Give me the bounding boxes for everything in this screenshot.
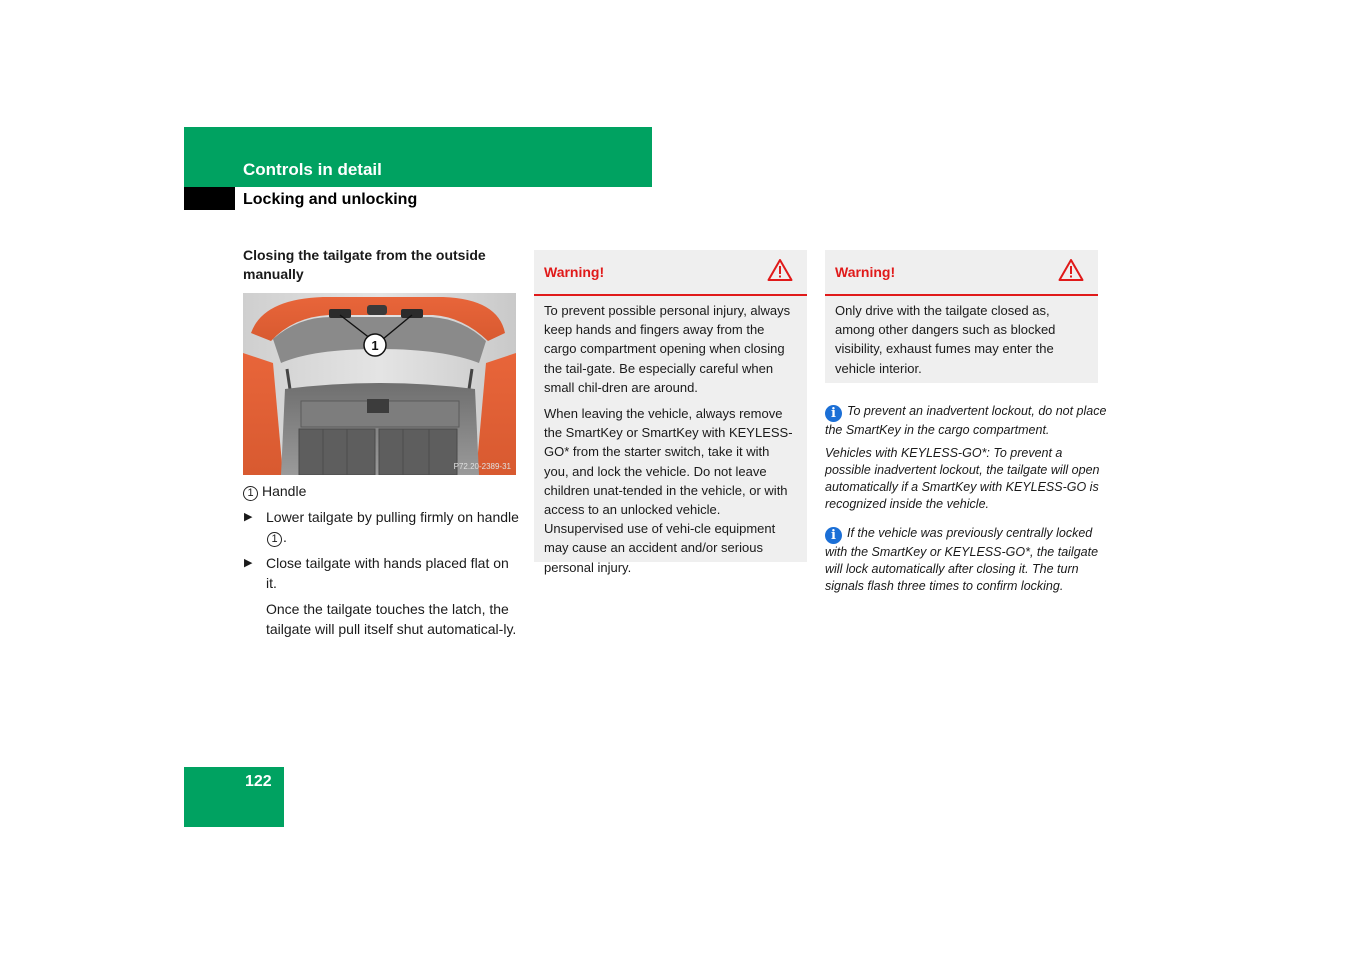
photo-caption xyxy=(243,481,519,501)
info-icon: i xyxy=(825,405,842,422)
info-note-continuation: Vehicles with KEYLESS-GO*: To prevent a possible inadvertent lockout, the tailgate will open automatically if a SmartKey with KEYLESS-GO is recognized inside the vehicle. xyxy=(825,446,1100,511)
warning-body xyxy=(534,296,807,585)
triangle-right-icon: ▶ xyxy=(244,557,253,569)
step-text-end: . xyxy=(283,528,287,545)
warning-paragraph: To prevent possible personal injury, always keep hands and fingers away from the cargo compartment opening when closing the tail-gate. Be especially careful when small chil-dren are around. xyxy=(544,303,791,395)
header-marker xyxy=(184,187,235,210)
photo-reference-label: P72.20-2389-31 xyxy=(453,462,511,471)
section-title: Controls in detail xyxy=(243,160,382,179)
step-text: Lower tailgate by pulling firmly on handle xyxy=(266,509,519,525)
warning-paragraph: When leaving the vehicle, always remove the SmartKey or SmartKey with KEYLESS-GO* from the starter switch, take it with you, and lock the vehicle. Do not leave children unat-tended in the vehicle, or with access to an unlocked vehicle. Unsupervised use of vehi-cle equipment may cause an accident and/or serious personal injury. xyxy=(544,406,793,575)
step-note: Once the tailgate touches the latch, the tailgate will pull itself shut automatical-ly. xyxy=(266,601,517,637)
warning-header xyxy=(534,250,807,296)
warning-title: Warning! xyxy=(835,264,896,280)
triangle-right-icon: ▶ xyxy=(244,511,253,523)
warning-box-cargo xyxy=(534,250,807,575)
page-number: 122 xyxy=(245,773,272,790)
subsection-title: Locking and unlocking xyxy=(243,191,418,208)
tailgate-photo xyxy=(243,293,516,475)
info-text: To prevent an inadvertent lockout, do not place the SmartKey in the cargo compartment. xyxy=(825,404,1107,437)
info-notes xyxy=(825,403,1107,595)
info-note xyxy=(825,403,1107,439)
warning-title: Warning! xyxy=(544,264,605,280)
caption-text: Handle xyxy=(262,483,307,499)
step-item xyxy=(243,554,519,593)
info-icon: i xyxy=(825,527,842,544)
warning-header xyxy=(825,250,1098,296)
left-column xyxy=(243,246,519,639)
warning-box-driving xyxy=(825,250,1098,383)
warning-body xyxy=(825,296,1098,386)
warning-paragraph: Only drive with the tailgate closed as, among other dangers such as blocked visibility, exhaust fumes may enter the vehicle interior. xyxy=(835,303,1056,376)
warning-triangle-icon xyxy=(767,258,793,287)
callout-marker: 1 xyxy=(243,486,258,501)
warning-triangle-icon xyxy=(1058,258,1084,287)
callout-marker: 1 xyxy=(267,532,282,547)
info-text: If the vehicle was previously centrally locked with the SmartKey or KEYLESS-GO*, the tailgate will lock automatically after closing it. The turn signals flash three times to confirm locking. xyxy=(825,526,1099,593)
procedure-heading: Closing the tailgate from the outside manually xyxy=(243,247,486,282)
step-item xyxy=(243,508,519,547)
info-note xyxy=(825,525,1107,595)
step-text: Close tailgate with hands placed flat on it. xyxy=(266,555,509,591)
callout-number: 1 xyxy=(371,338,379,353)
